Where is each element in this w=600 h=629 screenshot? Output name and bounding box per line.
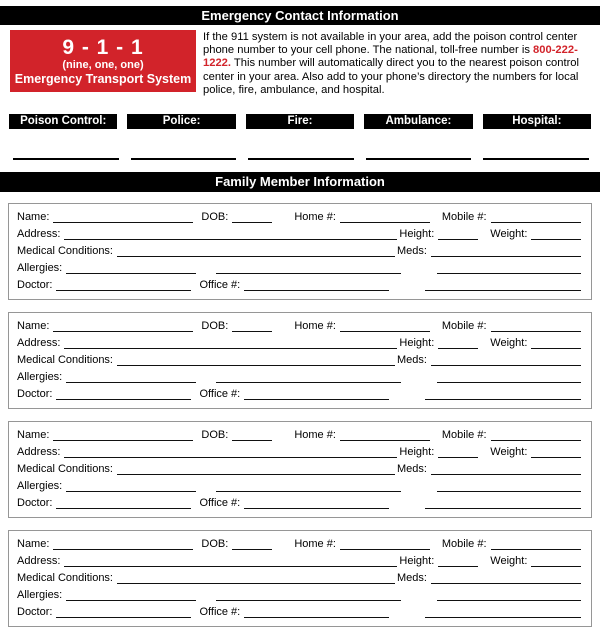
office-phone-blank-line <box>244 386 389 400</box>
mobile-phone-blank-line <box>491 536 581 550</box>
medical-conditions-blank-line <box>117 461 395 475</box>
nine-one-one-number: 9 - 1 - 1 <box>62 35 144 59</box>
emergency-section-title: Emergency Contact Information <box>201 8 399 23</box>
nine-one-one-label: Emergency Transport System <box>14 71 192 86</box>
home-phone-label: Home #: <box>294 211 336 224</box>
weight-label: Weight: <box>490 337 528 350</box>
home-phone-label: Home #: <box>294 429 336 442</box>
nine-one-one-phonetic: (nine, one, one) <box>62 58 144 71</box>
medical-conditions-row <box>17 462 581 479</box>
mobile-phone-label: Mobile #: <box>441 429 487 442</box>
mobile-phone-label: Mobile #: <box>441 320 487 333</box>
allergies-blank-line <box>66 260 196 274</box>
mobile-phone-label: Mobile #: <box>441 211 487 224</box>
address-blank-line <box>64 444 397 458</box>
name-label: Name: <box>17 211 50 224</box>
address-blank-line <box>64 226 397 240</box>
medical-conditions-continuation-line <box>216 369 401 383</box>
height-label: Height: <box>399 337 435 350</box>
poison-control-phone-number: 800-222-1222. <box>203 44 578 70</box>
family-member-box <box>8 421 592 518</box>
allergies-row <box>17 588 581 605</box>
office-phone-label: Office #: <box>199 606 241 619</box>
family-members <box>0 203 600 627</box>
doctor-blank-line <box>56 495 191 509</box>
medical-conditions-label: Medical Conditions: <box>17 354 113 367</box>
family-member-box <box>8 312 592 409</box>
home-phone-blank-line <box>340 318 430 332</box>
address-row <box>17 554 581 571</box>
meds-blank-line <box>431 570 581 584</box>
address-blank-line <box>64 553 397 567</box>
hospital-number-line <box>483 158 589 160</box>
intro-section <box>10 30 592 97</box>
dob-blank-line <box>232 536 272 550</box>
dob-blank-line <box>232 209 272 223</box>
home-phone-blank-line <box>340 536 430 550</box>
allergies-row <box>17 479 581 496</box>
home-phone-label: Home #: <box>294 538 336 551</box>
address-row <box>17 445 581 462</box>
contact-label-hospital: Hospital: <box>483 114 591 129</box>
contact-label-ambulance: Ambulance: <box>364 114 472 129</box>
meds-continuation-line-2 <box>425 604 581 618</box>
doctor-blank-line <box>56 277 191 291</box>
dob-label: DOB: <box>201 211 229 224</box>
height-label: Height: <box>399 555 435 568</box>
height-label: Height: <box>399 228 435 241</box>
mobile-phone-label: Mobile #: <box>441 538 487 551</box>
name-blank-line <box>53 427 193 441</box>
name-label: Name: <box>17 320 50 333</box>
weight-blank-line <box>531 335 581 349</box>
allergies-label: Allergies: <box>17 589 63 602</box>
name-label: Name: <box>17 429 50 442</box>
allergies-row <box>17 370 581 387</box>
medical-conditions-row <box>17 571 581 588</box>
medical-conditions-label: Medical Conditions: <box>17 245 113 258</box>
medical-conditions-blank-line <box>117 570 395 584</box>
doctor-blank-line <box>56 604 191 618</box>
address-label: Address: <box>17 337 61 350</box>
weight-blank-line <box>531 226 581 240</box>
name-row <box>17 319 581 336</box>
height-blank-line <box>438 335 478 349</box>
family-section-header <box>0 172 600 192</box>
allergies-blank-line <box>66 369 196 383</box>
name-label: Name: <box>17 538 50 551</box>
weight-label: Weight: <box>490 555 528 568</box>
medical-conditions-row <box>17 244 581 261</box>
allergies-label: Allergies: <box>17 371 63 384</box>
meds-continuation-line <box>437 478 581 492</box>
home-phone-blank-line <box>340 427 430 441</box>
home-phone-blank-line <box>340 209 430 223</box>
office-phone-blank-line <box>244 604 389 618</box>
meds-label: Meds: <box>397 354 427 367</box>
meds-blank-line <box>431 461 581 475</box>
meds-continuation-line <box>437 260 581 274</box>
medical-conditions-label: Medical Conditions: <box>17 463 113 476</box>
height-blank-line <box>438 226 478 240</box>
office-phone-label: Office #: <box>199 497 241 510</box>
family-member-box <box>8 530 592 627</box>
allergies-row <box>17 261 581 278</box>
contact-label-poison-control: Poison Control: <box>9 114 117 129</box>
doctor-blank-line <box>56 386 191 400</box>
medical-conditions-label: Medical Conditions: <box>17 572 113 585</box>
office-phone-blank-line <box>244 277 389 291</box>
dob-label: DOB: <box>201 429 229 442</box>
name-blank-line <box>53 536 193 550</box>
meds-blank-line <box>431 243 581 257</box>
medical-conditions-continuation-line <box>216 478 401 492</box>
name-row <box>17 210 581 227</box>
mobile-phone-blank-line <box>491 427 581 441</box>
allergies-blank-line <box>66 478 196 492</box>
nine-one-one-card <box>10 30 196 92</box>
fire-number-line <box>248 158 354 160</box>
name-blank-line <box>53 209 193 223</box>
medical-conditions-continuation-line <box>216 260 401 274</box>
address-row <box>17 227 581 244</box>
meds-label: Meds: <box>397 245 427 258</box>
meds-continuation-line-2 <box>425 386 581 400</box>
weight-label: Weight: <box>490 228 528 241</box>
height-blank-line <box>438 553 478 567</box>
weight-blank-line <box>531 553 581 567</box>
address-label: Address: <box>17 228 61 241</box>
contact-label-police: Police: <box>127 114 235 129</box>
meds-continuation-line <box>437 587 581 601</box>
name-blank-line <box>53 318 193 332</box>
doctor-row <box>17 387 581 404</box>
dob-blank-line <box>232 427 272 441</box>
info-text-before: If the 911 system is not available in your area, add the poison control center phone number to your cell phone. The national, toll-free number is <box>203 31 578 57</box>
address-label: Address: <box>17 555 61 568</box>
police-number-line <box>131 158 237 160</box>
meds-label: Meds: <box>397 463 427 476</box>
mobile-phone-blank-line <box>491 318 581 332</box>
dob-label: DOB: <box>201 320 229 333</box>
poison-control-info-paragraph <box>203 30 592 97</box>
emergency-section-header <box>0 6 600 25</box>
family-section-title: Family Member Information <box>215 174 385 190</box>
dob-blank-line <box>232 318 272 332</box>
poison-control-number-line <box>13 158 119 160</box>
mobile-phone-blank-line <box>491 209 581 223</box>
home-phone-label: Home #: <box>294 320 336 333</box>
emergency-contact-blank-lines-row <box>13 158 589 160</box>
address-blank-line <box>64 335 397 349</box>
meds-label: Meds: <box>397 572 427 585</box>
allergies-label: Allergies: <box>17 262 63 275</box>
height-label: Height: <box>399 446 435 459</box>
address-label: Address: <box>17 446 61 459</box>
allergies-blank-line <box>66 587 196 601</box>
name-row <box>17 428 581 445</box>
doctor-row <box>17 605 581 622</box>
medical-conditions-blank-line <box>117 352 395 366</box>
doctor-label: Doctor: <box>17 497 53 510</box>
medical-conditions-blank-line <box>117 243 395 257</box>
weight-blank-line <box>531 444 581 458</box>
doctor-row <box>17 278 581 295</box>
allergies-label: Allergies: <box>17 480 63 493</box>
meds-continuation-line <box>437 369 581 383</box>
info-text-after: This number will automatically direct you to the nearest poison control center in your area. Also add to your phone’s directory the numbers for local police, fire, ambulance, and hospital. <box>203 57 580 96</box>
ambulance-number-line <box>366 158 472 160</box>
contact-label-fire: Fire: <box>246 114 354 129</box>
meds-blank-line <box>431 352 581 366</box>
name-row <box>17 537 581 554</box>
doctor-label: Doctor: <box>17 606 53 619</box>
medical-conditions-continuation-line <box>216 587 401 601</box>
height-blank-line <box>438 444 478 458</box>
address-row <box>17 336 581 353</box>
doctor-row <box>17 496 581 513</box>
dob-label: DOB: <box>201 538 229 551</box>
family-member-box <box>8 203 592 300</box>
doctor-label: Doctor: <box>17 388 53 401</box>
office-phone-label: Office #: <box>199 279 241 292</box>
weight-label: Weight: <box>490 446 528 459</box>
office-phone-label: Office #: <box>199 388 241 401</box>
office-phone-blank-line <box>244 495 389 509</box>
meds-continuation-line-2 <box>425 277 581 291</box>
meds-continuation-line-2 <box>425 495 581 509</box>
emergency-contact-labels-row <box>9 114 591 129</box>
doctor-label: Doctor: <box>17 279 53 292</box>
medical-conditions-row <box>17 353 581 370</box>
